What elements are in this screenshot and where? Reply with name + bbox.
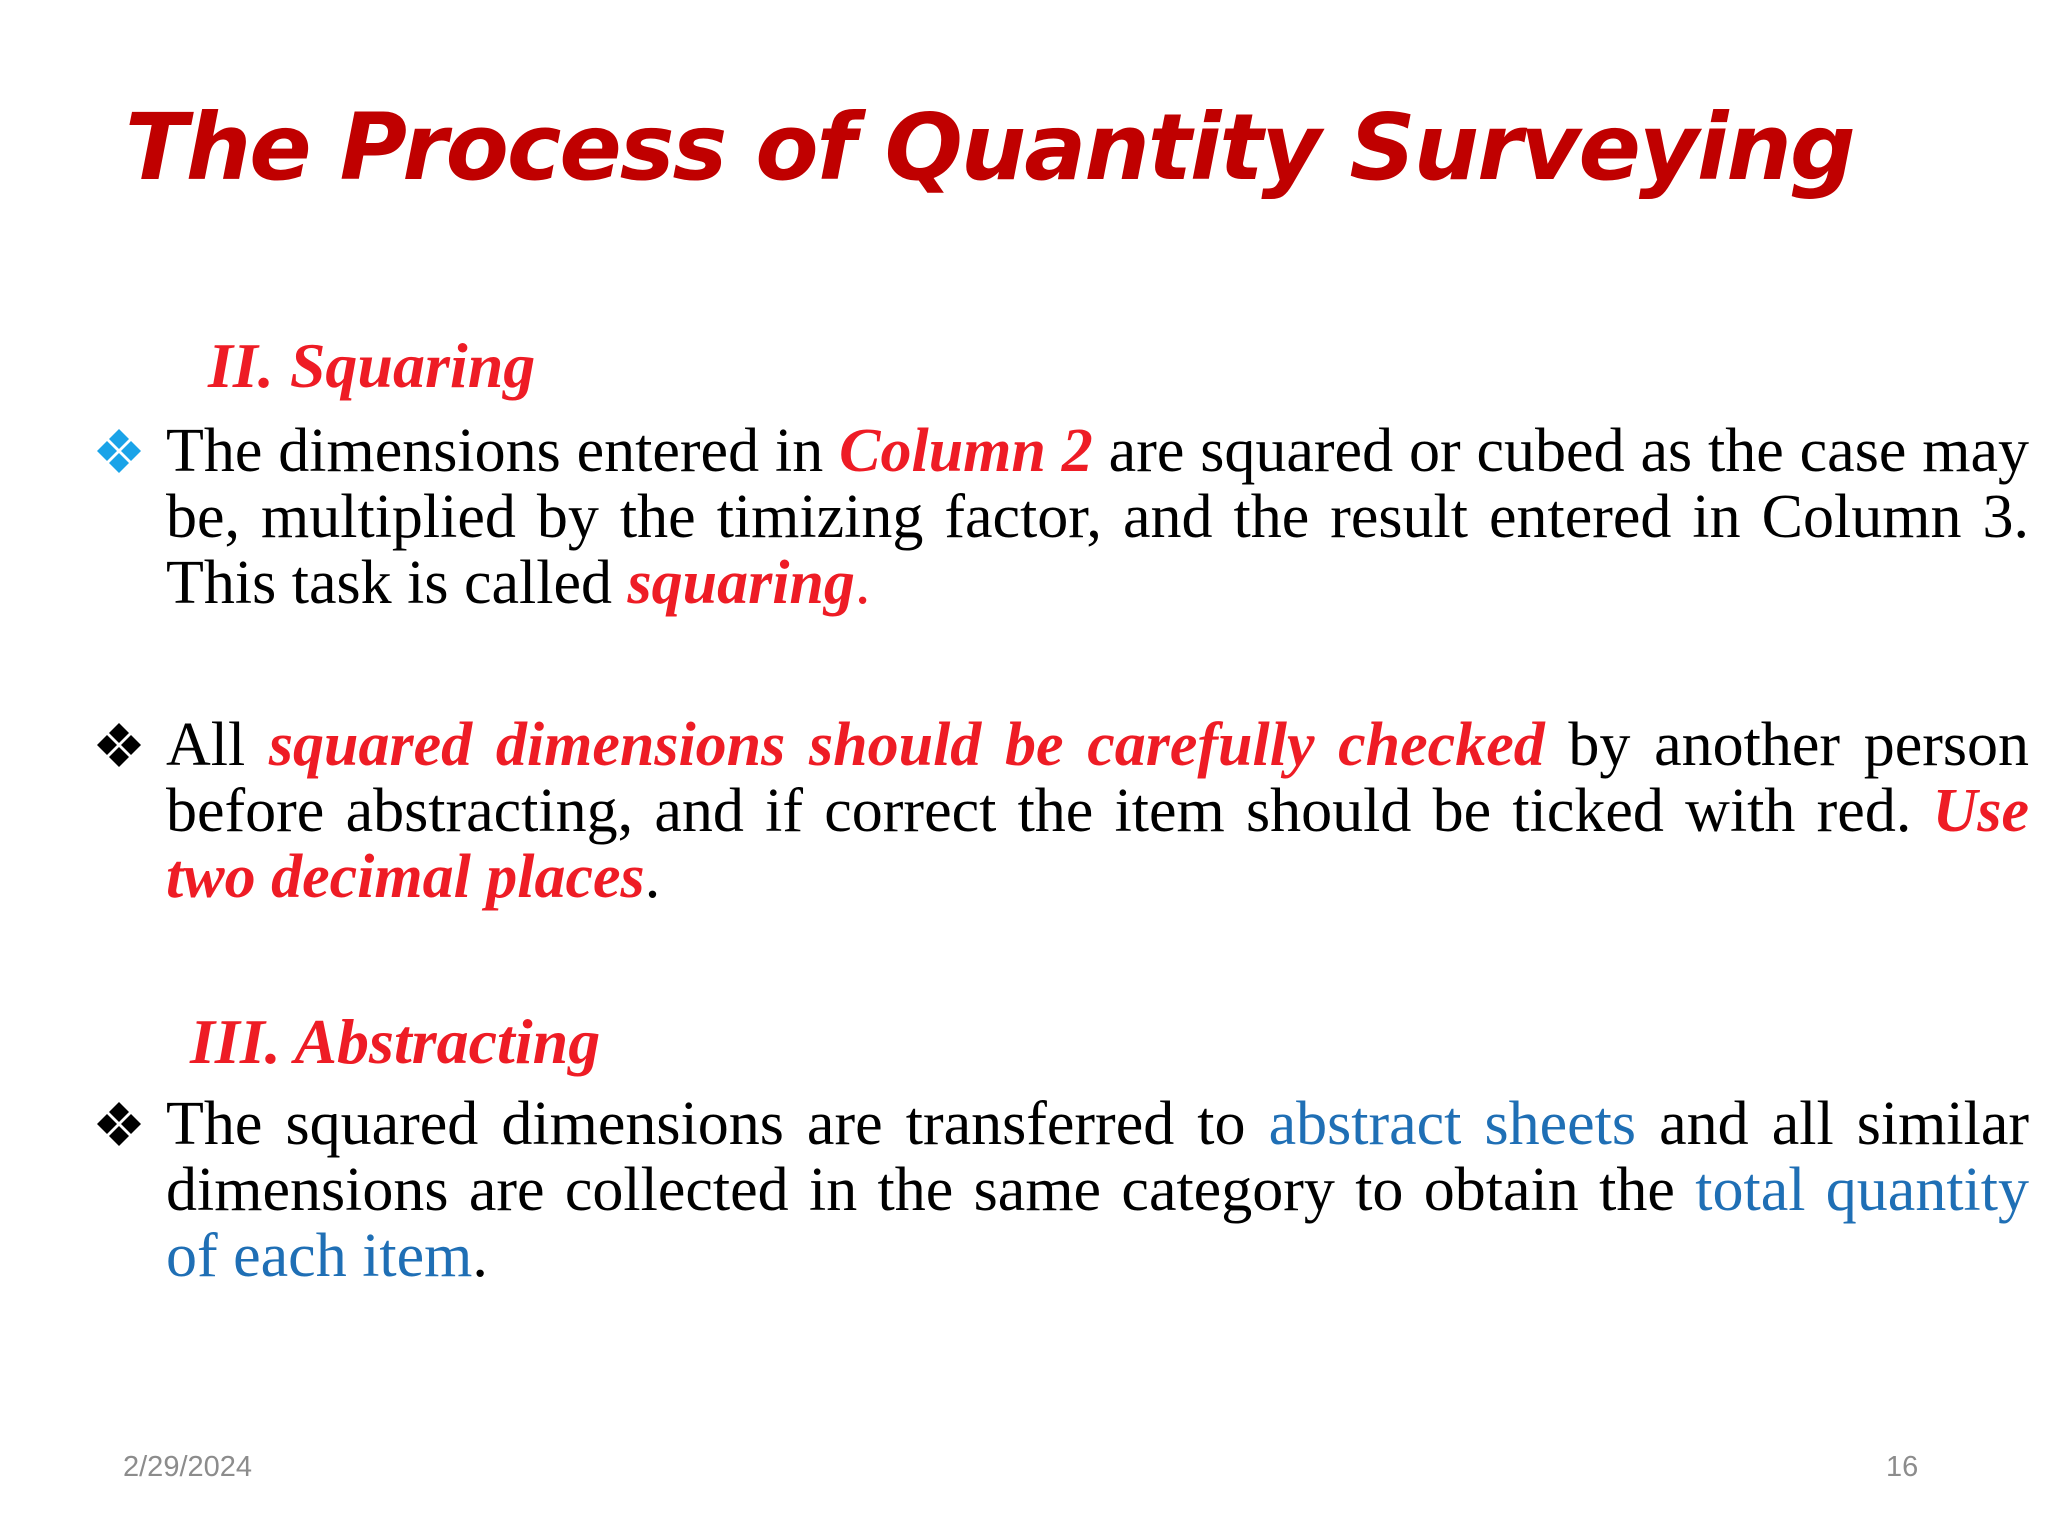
bullet-text: All squared dimensions should be carefully checked by another person before abstracting, and if correct the item should be ticked with red. Use two decimal places. bbox=[166, 711, 2029, 911]
highlight-decimal-places: Use two decimal places bbox=[166, 777, 2029, 911]
highlight-column-2: Column 2 bbox=[839, 417, 1093, 485]
bullet-text: The squared dimensions are transferred to abstract sheets and all similar dimensions are collected in the same category to obtain the total quantity of each item. bbox=[166, 1090, 2030, 1290]
highlight-carefully-checked: squared dimensions should be carefully checked bbox=[268, 711, 1545, 779]
four-diamond-bullet-icon bbox=[94, 426, 144, 476]
bullet-item-squaring-2 bbox=[94, 712, 2029, 910]
section-heading-abstracting: III. Abstracting bbox=[190, 1006, 601, 1077]
four-diamond-bullet-icon bbox=[94, 1099, 144, 1149]
highlight-squaring: squaring bbox=[627, 549, 855, 617]
highlight-total-quantity: total quantity of each item bbox=[166, 1156, 2030, 1290]
bullet-item-abstracting-1 bbox=[94, 1091, 2029, 1289]
highlight-abstract-sheets: abstract sheets bbox=[1268, 1090, 1637, 1158]
four-diamond-bullet-icon bbox=[94, 720, 144, 770]
slide-title: The Process of Quantity Surveying bbox=[125, 94, 1854, 201]
footer-page-number: 16 bbox=[1886, 1451, 1919, 1483]
section-heading-squaring: II. Squaring bbox=[208, 330, 536, 401]
bullet-item-squaring-1 bbox=[94, 418, 2029, 616]
footer-date: 2/29/2024 bbox=[123, 1451, 253, 1483]
bullet-text: The dimensions entered in Column 2 are squared or cubed as the case may be, multiplied by the timizing factor, and the result entered in Column 3. This task is called squaring. bbox=[166, 417, 2029, 617]
